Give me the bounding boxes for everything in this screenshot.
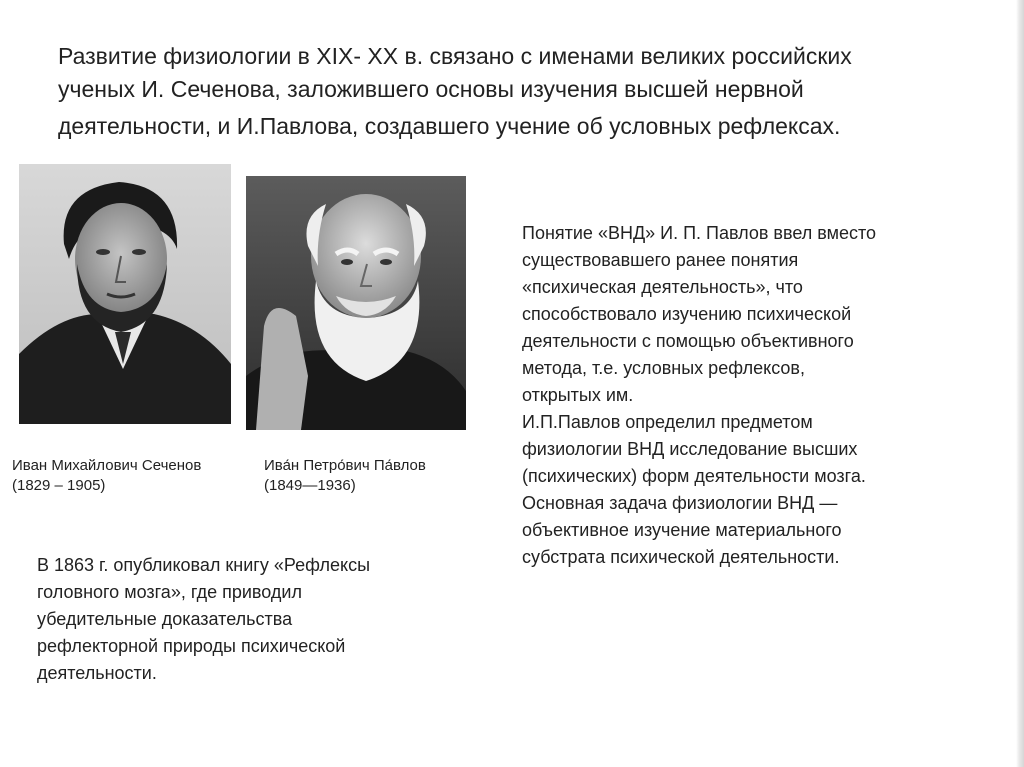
vnd-description-line: метода, т.е. условных рефлексов, (522, 358, 805, 378)
sechenov-book-note-line: головного мозга», где приводил (37, 582, 302, 602)
heading-line: Развитие физиологии в XIX- XX в. связано с именами великих российских (58, 43, 852, 69)
heading-line: деятельности, и И.Павлова, создавшего учение об условных рефлексах. (58, 113, 841, 139)
pavlov-name: Ива́н Петро́вич Па́влов (264, 457, 426, 474)
vnd-description-line: существовавшего ранее понятия (522, 250, 799, 270)
sechenov-book-note-line: убедительные доказательства (37, 609, 293, 629)
vnd-description-line: Понятие «ВНД» И. П. Павлов ввел вместо (522, 223, 877, 243)
slide-edge-shadow (1016, 0, 1024, 767)
pavlov-caption (264, 456, 426, 496)
vnd-description-line: Основная задача физиологии ВНД — (522, 493, 838, 513)
vnd-description-line: субстрата психической деятельности. (522, 547, 840, 567)
sechenov-book-note (37, 552, 497, 687)
heading-line: ученых И. Сеченова, заложившего основы изучения высшей нервной (58, 76, 804, 102)
sechenov-name: Иван Михайлович Сеченов (12, 457, 202, 474)
vnd-description-line: открытых им. (522, 385, 634, 405)
vnd-description-line: «психическая деятельность», что (522, 277, 803, 297)
vnd-description-line: способствовало изучению психической (522, 304, 852, 324)
sechenov-caption (12, 456, 201, 496)
pavlov-portrait-image (246, 176, 466, 430)
vnd-description-line: И.П.Павлов определил предметом (522, 412, 813, 432)
vnd-description (522, 220, 992, 571)
vnd-description-line: объективное изучение материального (522, 520, 842, 540)
sechenov-portrait-image (19, 164, 231, 424)
slide-heading (58, 40, 978, 143)
vnd-description-line: деятельности с помощью объективного (522, 331, 854, 351)
pavlov-portrait (246, 176, 466, 430)
sechenov-book-note-line: рефлекторной природы психической (37, 636, 346, 656)
vnd-description-line: физиологии ВНД исследование высших (522, 439, 858, 459)
sechenov-book-note-line: В 1863 г. опубликовал книгу «Рефлексы (37, 555, 371, 575)
sechenov-book-note-line: деятельности. (37, 663, 157, 683)
vnd-description-line: (психических) форм деятельности мозга. (522, 466, 866, 486)
sechenov-years: (1829 – 1905) (12, 477, 106, 494)
pavlov-years: (1849—1936) (264, 477, 356, 494)
sechenov-portrait (19, 164, 231, 424)
